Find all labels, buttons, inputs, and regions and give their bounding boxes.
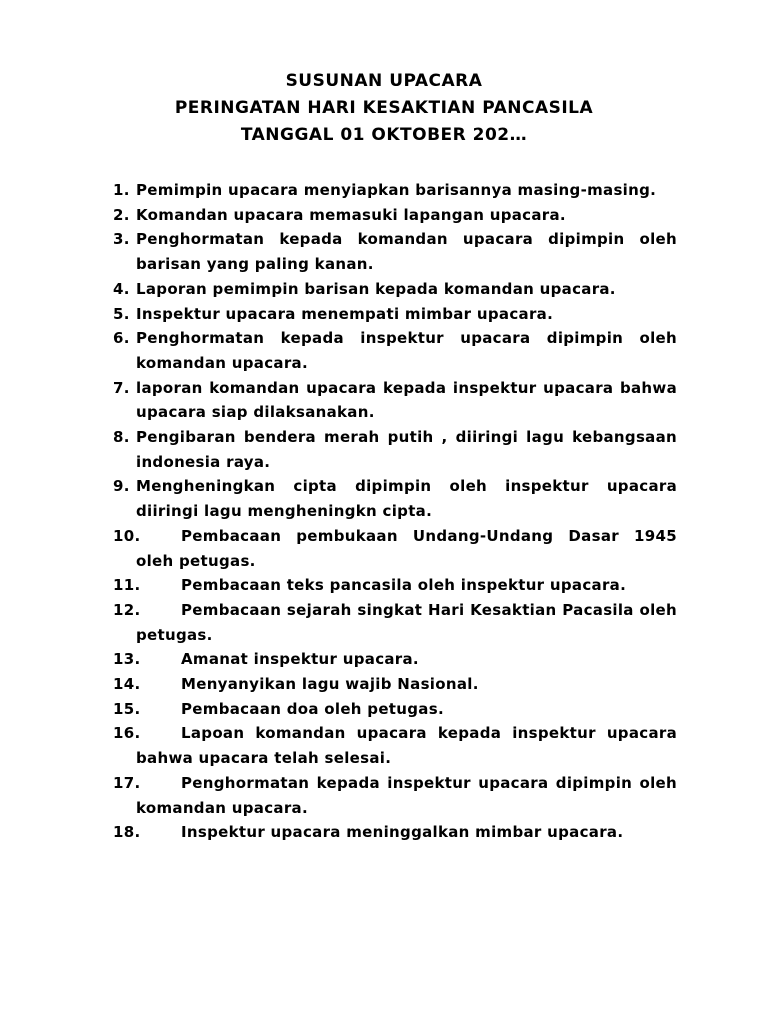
- list-item: [113, 302, 677, 327]
- list-item-text: Pembacaan doa oleh petugas.: [181, 699, 444, 718]
- list-item: [113, 277, 677, 302]
- list-item: [113, 227, 677, 276]
- list-item-text: Pembacaan pembukaan Undang-Undang Dasar 1945 oleh petugas.: [136, 526, 677, 570]
- list-item: [113, 573, 677, 598]
- list-item: [113, 474, 677, 523]
- list-item-number: 12.: [113, 600, 141, 619]
- list-item-number: 10.: [113, 526, 141, 545]
- list-item: [113, 672, 677, 697]
- title-line-1: SUSUNAN UPACARA: [285, 71, 483, 91]
- list-item-number: 18.: [113, 823, 141, 842]
- list-item: [113, 524, 677, 573]
- list-item: [113, 820, 677, 845]
- document-title: [0, 68, 768, 149]
- list-item-number: 9.: [113, 477, 130, 496]
- list-item-number: 15.: [113, 699, 141, 718]
- list-item: [113, 721, 677, 770]
- list-item-number: 6.: [113, 329, 130, 348]
- list-item-text: Komandan upacara memasuki lapangan upacara.: [136, 205, 566, 224]
- list-item: [113, 203, 677, 228]
- title-line-2: PERINGATAN HARI KESAKTIAN PANCASILA: [174, 98, 594, 118]
- list-item-text: Pembacaan sejarah singkat Hari Kesaktian Pacasila oleh petugas.: [136, 600, 677, 644]
- list-item-number: 3.: [113, 230, 130, 249]
- list-item: [113, 647, 677, 672]
- list-item-text: Laporan pemimpin barisan kepada komandan upacara.: [136, 279, 616, 298]
- list-item: [113, 697, 677, 722]
- list-item-number: 16.: [113, 724, 141, 743]
- list-item-number: 5.: [113, 304, 130, 323]
- list-item-number: 4.: [113, 279, 130, 298]
- list-item-text: Menyanyikan lagu wajib Nasional.: [181, 675, 479, 694]
- list-item-text: Pemimpin upacara menyiapkan barisannya masing-masing.: [136, 181, 657, 199]
- list-item-number: 2.: [113, 205, 130, 224]
- list-item-number: 17.: [113, 773, 141, 792]
- list-item-text: Mengheningkan cipta dipimpin oleh inspektur upacara diiringi lagu mengheningkn cipta.: [136, 477, 677, 521]
- list-item-text: Inspektur upacara meninggalkan mimbar upacara.: [181, 823, 624, 842]
- title-line-3: TANGGAL 01 OKTOBER 202…: [240, 125, 528, 145]
- list-item: [113, 376, 677, 425]
- list-item-text: Inspektur upacara menempati mimbar upacara.: [136, 304, 554, 323]
- list-item-text: Pengibaran bendera merah putih , diiringi lagu kebangsaan indonesia raya.: [136, 428, 677, 471]
- list-item: [113, 326, 677, 375]
- list-item-text: Penghormatan kepada inspektur upacara dipimpin oleh komandan upacara.: [136, 329, 677, 372]
- list-item: [113, 771, 677, 820]
- list-item-number: 7.: [113, 378, 130, 397]
- list-item-text: Penghormatan kepada komandan upacara dipimpin oleh barisan yang paling kanan.: [136, 230, 677, 274]
- list-item: [113, 178, 677, 203]
- list-item-number: 13.: [113, 650, 141, 669]
- ceremony-steps-list: [113, 178, 677, 845]
- list-item-number: 8.: [113, 428, 130, 447]
- list-item: [113, 598, 677, 647]
- list-item-text: Lapoan komandan upacara kepada inspektur upacara bahwa upacara telah selesai.: [136, 724, 677, 768]
- list-item-number: 14.: [113, 675, 141, 694]
- list-item: [113, 425, 677, 474]
- list-item-number: 1.: [113, 181, 130, 199]
- list-item-text: Pembacaan teks pancasila oleh inspektur upacara.: [181, 576, 627, 595]
- list-item-text: Penghormatan kepada inspektur upacara dipimpin oleh komandan upacara.: [136, 773, 677, 817]
- list-item-number: 11.: [113, 576, 141, 595]
- list-item-text: laporan komandan upacara kepada inspektur upacara bahwa upacara siap dilaksanakan.: [136, 378, 677, 422]
- list-item-text: Amanat inspektur upacara.: [181, 650, 419, 669]
